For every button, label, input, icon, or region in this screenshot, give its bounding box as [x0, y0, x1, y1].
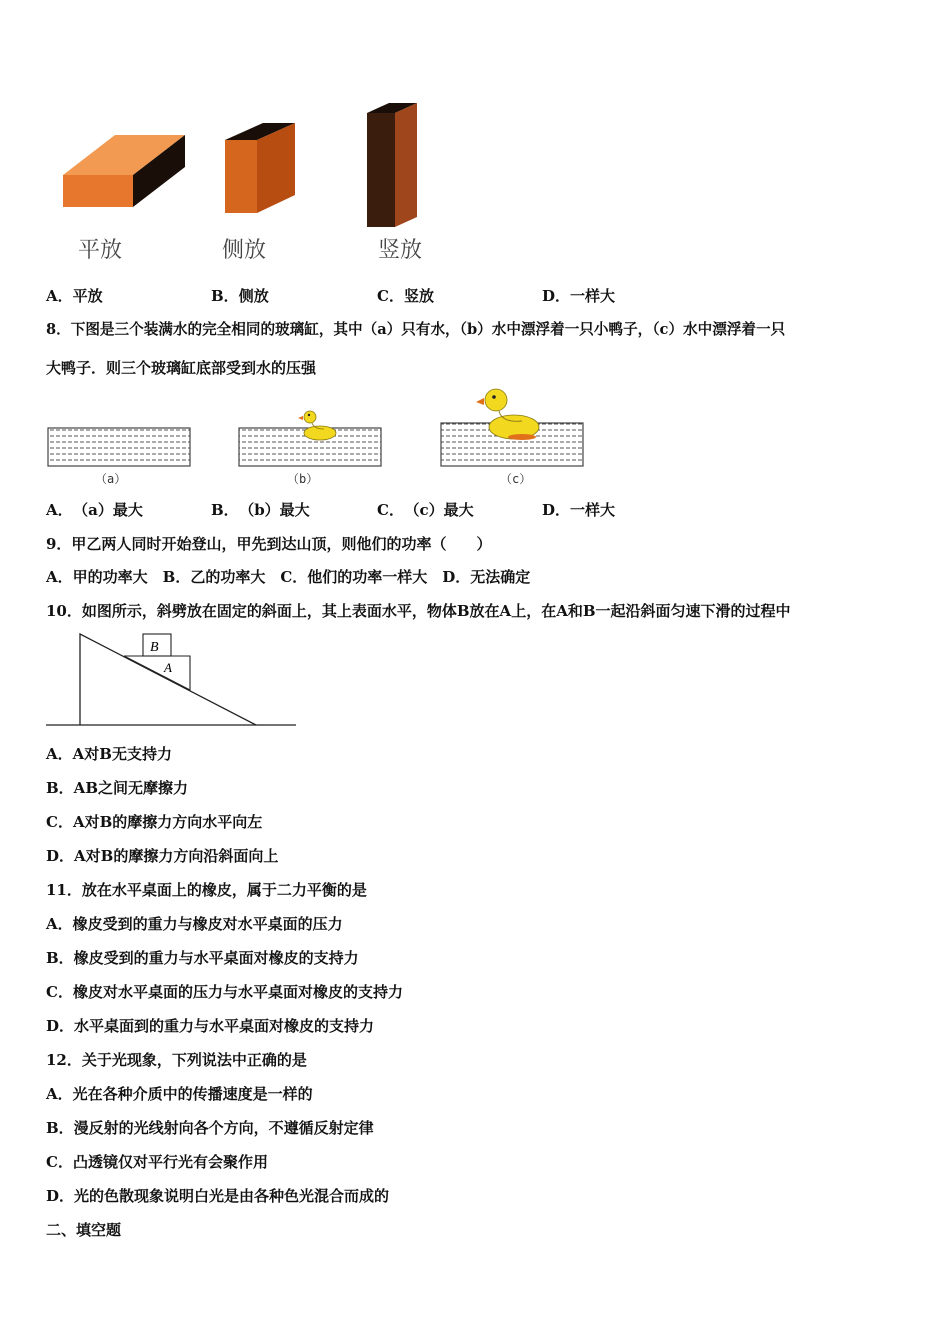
tank-c [441, 389, 583, 466]
option-letter: C． [377, 287, 404, 305]
q12-option-d[interactable]: D．光的色散现象说明白光是由各种色光混合而成的 [46, 1187, 390, 1205]
q11-option-a[interactable]: A．橡皮受到的重力与橡皮对水平桌面的压力 [46, 915, 343, 933]
label-b: B [150, 640, 159, 655]
option-letter: C． [377, 501, 404, 519]
caption-upright: 竖放 [378, 238, 423, 263]
wedge-a [124, 656, 190, 690]
q12-option-a[interactable]: A．光在各种介质中的传播速度是一样的 [46, 1085, 313, 1103]
q8-stem-line1: 8．下图是三个装满水的完全相同的玻璃缸，其中（a）只有水，（b）水中漂浮着一只小鸭子，（c）水中漂浮着一只 [46, 321, 786, 338]
q8-stem-line2: 大鸭子．则三个玻璃缸底部受到水的压强 [46, 359, 317, 377]
option-letter: D． [542, 501, 571, 519]
q12-option-b[interactable]: B．漫反射的光线射向各个方向，不遵循反射定律 [46, 1119, 374, 1137]
q7-option-b[interactable] [211, 286, 269, 306]
q8-option-c[interactable] [377, 500, 474, 520]
tank-a [48, 428, 190, 466]
q8-option-a[interactable] [46, 500, 143, 520]
tank-label-b: （b） [287, 472, 319, 486]
q10-option-b[interactable]: B．AB之间无摩擦力 [46, 779, 188, 797]
option-text: 平放 [72, 287, 103, 305]
tank-b [239, 411, 381, 466]
q8-option-b[interactable] [211, 500, 310, 520]
option-text: 侧放 [238, 287, 269, 305]
option-text: （b）最大 [246, 501, 310, 519]
q11-option-d[interactable]: D．水平桌面到的重力与水平桌面对橡皮的支持力 [46, 1017, 375, 1035]
option-letter: B． [211, 501, 239, 519]
option-letter: A． [46, 287, 73, 305]
q9-options[interactable]: A．甲的功率大 B．乙的功率大 C．他们的功率一样大 D．无法确定 [46, 568, 531, 586]
option-text: （a）最大 [80, 501, 143, 519]
option-text: 一样大 [570, 287, 616, 305]
tank-label-c: （c） [500, 472, 532, 486]
option-text: 竖放 [403, 287, 434, 305]
caption-side: 侧放 [222, 238, 267, 263]
q12-option-c[interactable]: C．凸透镜仅对平行光有会聚作用 [46, 1153, 268, 1171]
q12-stem: 12．关于光现象，下列说法中正确的是 [46, 1051, 307, 1069]
q11-stem: 11．放在水平桌面上的橡皮，属于二力平衡的是 [46, 881, 367, 899]
q7-option-a[interactable] [46, 286, 103, 306]
q7-option-d[interactable] [542, 286, 615, 306]
q10-stem: 10．如图所示，斜劈放在固定的斜面上，其上表面水平，物体B放在A上，在A和B一起沿斜面匀速下滑的过程中 [46, 602, 791, 620]
q9-stem: 9．甲乙两人同时开始登山，甲先到达山顶，则他们的功率（ ） [46, 535, 492, 553]
tank-label-a: （a） [95, 472, 127, 486]
brick-side [225, 123, 295, 213]
brick-figure [55, 95, 435, 240]
brick-upright [367, 103, 417, 227]
q11-option-c[interactable]: C．橡皮对水平桌面的压力与水平桌面对橡皮的支持力 [46, 983, 403, 1001]
option-letter: D． [542, 287, 571, 305]
option-letter: B． [211, 287, 239, 305]
option-letter: A． [46, 501, 73, 519]
q11-option-b[interactable]: B．橡皮受到的重力与水平桌面对橡皮的支持力 [46, 949, 359, 967]
tanks-figure [44, 385, 594, 475]
option-text: （c）最大 [411, 501, 474, 519]
q10-option-c[interactable]: C．A对B的摩擦力方向水平向左 [46, 813, 263, 831]
caption-flat: 平放 [78, 238, 123, 263]
label-a: A [164, 660, 172, 675]
option-text: 一样大 [570, 501, 616, 519]
section-heading: 二、填空题 [46, 1221, 122, 1239]
q7-option-c[interactable] [377, 286, 434, 306]
q10-option-d[interactable]: D．A对B的摩擦力方向沿斜面向上 [46, 847, 279, 865]
q10-option-a[interactable]: A．A对B无支持力 [46, 745, 172, 763]
q8-option-d[interactable] [542, 500, 615, 520]
brick-flat [63, 135, 185, 207]
incline-figure [44, 630, 304, 730]
